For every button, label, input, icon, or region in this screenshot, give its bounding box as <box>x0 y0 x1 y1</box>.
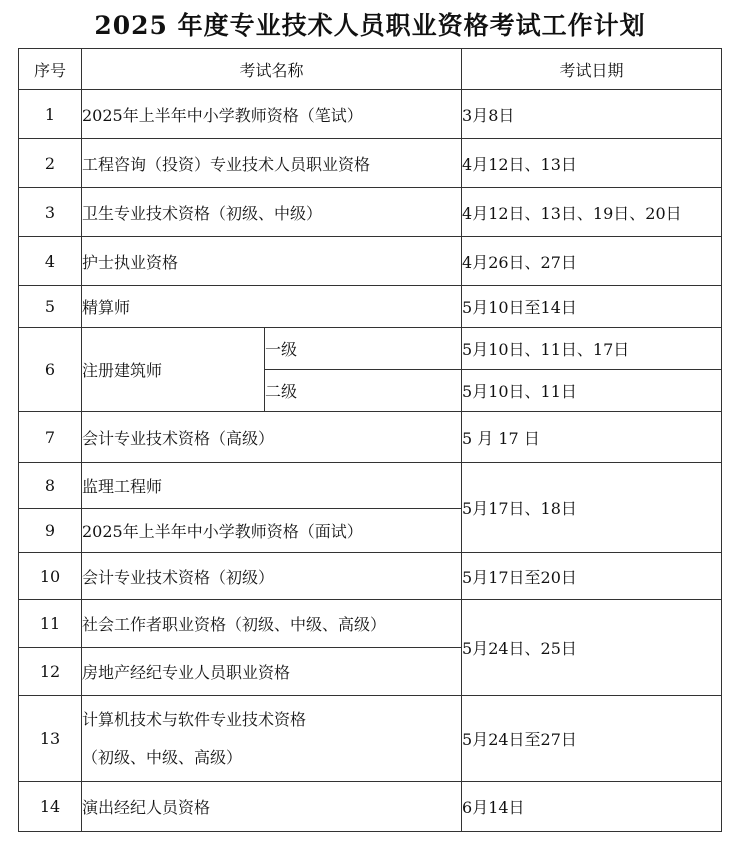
page-title: 2025 年度专业技术人员职业资格考试工作计划 <box>94 11 646 40</box>
row-exam-date: 5月10日、11日、17日 <box>462 328 722 370</box>
table-row <box>19 553 722 600</box>
row-exam-name-cell <box>82 696 462 782</box>
row-exam-name: 2025年上半年中小学教师资格（面试） <box>82 509 462 553</box>
row-exam-name: 工程咨询（投资）专业技术人员职业资格 <box>82 139 462 188</box>
exam-schedule-table <box>18 48 722 832</box>
row-exam-date: 5月10日、11日 <box>462 370 722 412</box>
row-exam-name: 2025年上半年中小学教师资格（笔试） <box>82 90 462 139</box>
row-no: 1 <box>19 90 82 139</box>
row-exam-date: 4月26日、27日 <box>462 237 722 286</box>
row-exam-name: 注册建筑师 <box>82 328 265 412</box>
row-no: 12 <box>19 648 82 696</box>
row-no: 14 <box>19 782 82 832</box>
row-exam-date: 5月24日、25日 <box>462 600 722 696</box>
row-no: 9 <box>19 509 82 553</box>
row-exam-name: 护士执业资格 <box>82 237 462 286</box>
table-row <box>19 286 722 328</box>
table-row <box>19 237 722 286</box>
row-exam-date: 5 月 17 日 <box>462 412 722 463</box>
row-no: 13 <box>19 696 82 782</box>
row-no: 3 <box>19 188 82 237</box>
row-no: 10 <box>19 553 82 600</box>
row-exam-name: 会计专业技术资格（高级） <box>82 412 462 463</box>
row-no: 8 <box>19 463 82 509</box>
row-exam-name: 精算师 <box>82 286 462 328</box>
row-exam-date: 5月17日、18日 <box>462 463 722 553</box>
row-exam-level: 一级 <box>265 328 462 370</box>
table-row <box>19 463 722 509</box>
row-no: 6 <box>19 328 82 412</box>
row-exam-date: 5月17日至20日 <box>462 553 722 600</box>
row-exam-name-line2: （初级、中级、高级） <box>82 747 243 767</box>
row-exam-name: 房地产经纪专业人员职业资格 <box>82 648 462 696</box>
row-exam-name-line1: 计算机技术与软件专业技术资格 <box>82 709 307 729</box>
table-row <box>19 90 722 139</box>
row-exam-name: 演出经纪人员资格 <box>82 782 462 832</box>
table-row <box>19 600 722 648</box>
row-no: 11 <box>19 600 82 648</box>
header-name: 考试名称 <box>82 49 462 90</box>
row-exam-date: 5月24日至27日 <box>462 696 722 782</box>
header-date: 考试日期 <box>462 49 722 90</box>
table-row <box>19 782 722 832</box>
table-row <box>19 412 722 463</box>
table-row <box>19 328 722 370</box>
table-row <box>19 188 722 237</box>
header-no: 序号 <box>19 49 82 90</box>
row-exam-name: 监理工程师 <box>82 463 462 509</box>
row-no: 2 <box>19 139 82 188</box>
row-no: 7 <box>19 412 82 463</box>
table-header-row <box>19 49 722 90</box>
row-exam-date: 5月10日至14日 <box>462 286 722 328</box>
row-exam-name: 卫生专业技术资格（初级、中级） <box>82 188 462 237</box>
row-exam-name: 社会工作者职业资格（初级、中级、高级） <box>82 600 462 648</box>
row-exam-date: 6月14日 <box>462 782 722 832</box>
row-exam-date: 4月12日、13日 <box>462 139 722 188</box>
table-row <box>19 696 722 782</box>
row-no: 5 <box>19 286 82 328</box>
row-exam-date: 4月12日、13日、19日、20日 <box>462 188 722 237</box>
row-no: 4 <box>19 237 82 286</box>
row-exam-level: 二级 <box>265 370 462 412</box>
row-exam-name: 会计专业技术资格（初级） <box>82 553 462 600</box>
table-row <box>19 139 722 188</box>
row-exam-date: 3月8日 <box>462 90 722 139</box>
